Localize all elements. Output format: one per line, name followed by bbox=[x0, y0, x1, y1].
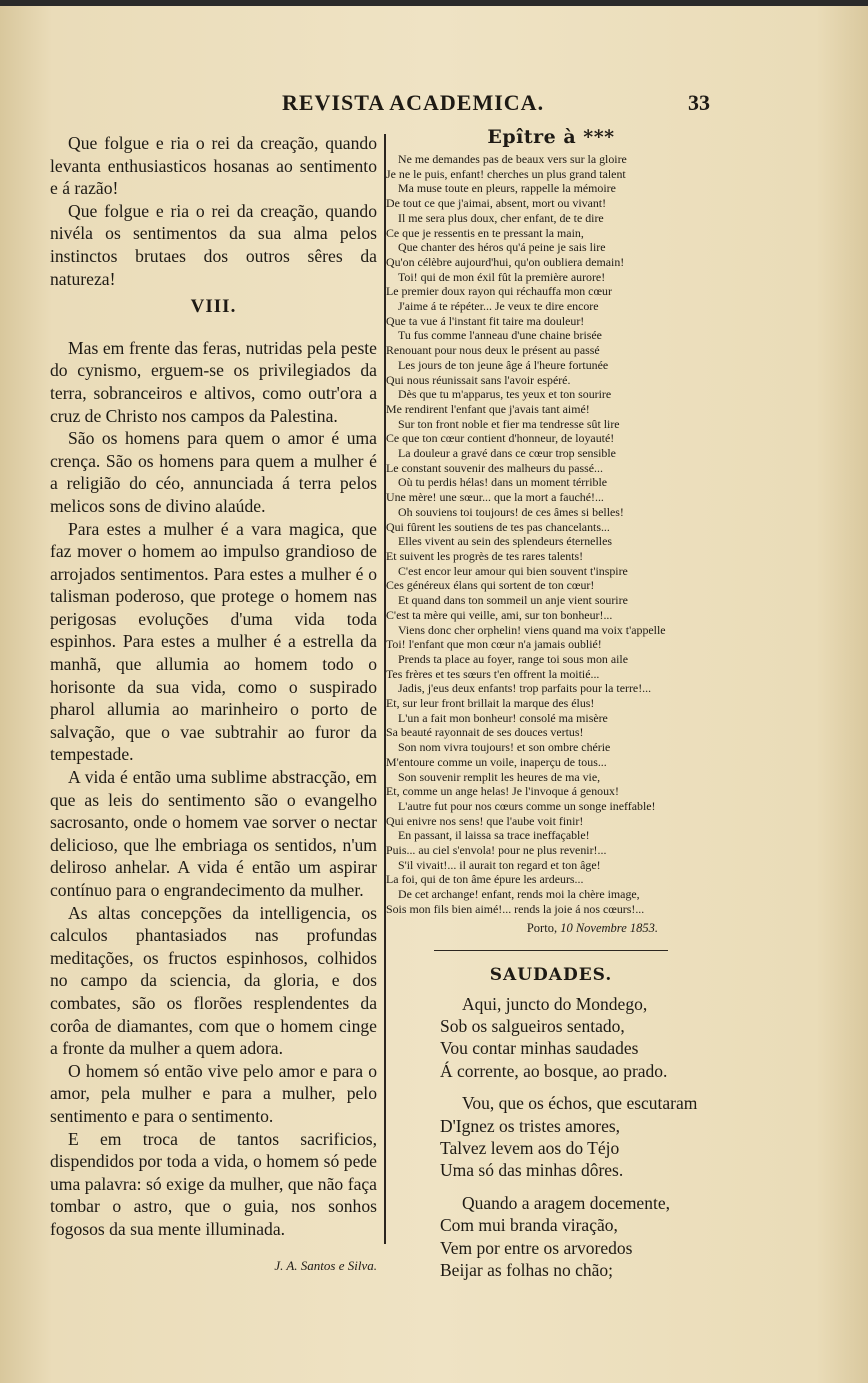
author-signature: J. A. Santos e Silva. bbox=[274, 1257, 377, 1273]
poem-line: Tu fus comme l'anneau d'une chaine brisée bbox=[398, 328, 602, 343]
poem-line: Ne me demandes pas de beaux vers sur la gloire bbox=[398, 152, 627, 166]
poem-line: Ma muse toute en pleurs, rappelle la mémoire bbox=[398, 181, 616, 196]
poem-line: En passant, il laissa sa trace ineffaçable! bbox=[398, 828, 590, 843]
article-paragraph: Para estes a mulher é a vara magica, que faz mover o homem ao impulso grandioso de arrojados sentimentos. Para estes a mulher é o talisman poderoso, que protege o homem nas perigosas evoluções d'uma vida toda espinhos. Para estes a mulher é a estrella da manhã, que allumia ao homem todo o horisonte da sua vida, como o suspirado pharol allumia ao marinheiro o porto de salvação, que o vae subtrahir ao furor da tempestade. bbox=[50, 518, 377, 765]
article-paragraph: São os homens para quem o amor é uma crença. São os homens para quem a mulher é a religião do céo, annunciada á terra pelos melicos sons de divino alaúde. bbox=[50, 428, 377, 516]
poem-line: J'aime á te répéter... Je veux te dire encore bbox=[398, 299, 599, 314]
stanza bbox=[386, 1092, 716, 1182]
stanza-line: Talvez levem aos do Téjo bbox=[440, 1138, 620, 1158]
stanza bbox=[386, 1192, 716, 1282]
french-poem bbox=[386, 152, 716, 917]
poem-line: Dès que tu m'apparus, tes yeux et ton sourire bbox=[398, 387, 612, 402]
poem-line: Oh souviens toi toujours! de ces âmes si belles! bbox=[398, 504, 624, 519]
poem-line: Prends ta place au foyer, range toi sous mon aile bbox=[398, 651, 628, 666]
poem-line: Tes frères et tes sœurs t'en offrent la moitié... bbox=[386, 666, 600, 681]
poem-line: Viens donc cher orphelin! viens quand ma voix t'appelle bbox=[398, 622, 666, 637]
top-edge-binding bbox=[0, 0, 868, 6]
poem-line: Une mère! une sœur... que la mort a fauché!... bbox=[386, 490, 604, 505]
stanza-line: Á corrente, ao bosque, ao prado. bbox=[440, 1060, 668, 1081]
poem-line: Jadis, j'eus deux enfants! trop parfaits pour la terre!... bbox=[398, 681, 652, 696]
poem-line: Ces généreux élans qui sortent de ton cœur! bbox=[386, 578, 595, 593]
page-header bbox=[0, 90, 868, 120]
poem-title: Epître à *** bbox=[487, 126, 615, 148]
poem-line: Que ta vue á l'instant fit taire ma douleur! bbox=[386, 313, 585, 328]
poem-line: C'est ta mère qui veille, ami, sur ton bonheur!... bbox=[386, 607, 613, 622]
article-paragraph: Mas em frente das feras, nutridas pela peste do cynismo, erguem-se os privilegiados da terra, sobranceiros e altivos, como outr'ora a cruz de Christo nos campos da Palestina. bbox=[50, 337, 377, 426]
article-paragraph: Que folgue e ria o rei da creação, quando levanta enthusiasticos hosanas ao sentimento e á razão! bbox=[50, 133, 377, 199]
section-heading: VIII. bbox=[190, 296, 237, 318]
poem-line: C'est encor leur amour qui bien souvent t'inspire bbox=[398, 563, 628, 578]
article-paragraph: O homem só então vive pelo amor e para o amor, pela mulher e para a mulher, pelo sentimento e para o sentimento. bbox=[50, 1060, 377, 1126]
poem-line: Où tu perdis hélas! dans un moment térrible bbox=[398, 475, 608, 490]
poem-line: M'entoure comme un voile, inaperçu de tous... bbox=[386, 754, 607, 769]
saudades-title: SAUDADES. bbox=[489, 964, 613, 985]
poem-line: Le constant souvenir des malheurs du passé... bbox=[386, 460, 603, 475]
dateline-date: 10 Novembre 1853. bbox=[560, 920, 658, 935]
poem-line: L'un a fait mon bonheur! consolé ma misère bbox=[398, 710, 608, 725]
article-paragraph: A vida é então uma sublime abstracção, em que as leis do sentimento são o evangelho sacrosanto, onde o homem vae sorver o nectar delicioso, que lhe embriaga os sentidos, n'um deliroso anhelar. A vida é então um aspirar contínuo para o engrandecimento da mulher. bbox=[50, 767, 377, 900]
poem-line: Qui fûrent les soutiens de tes pas chancelants... bbox=[386, 519, 610, 534]
stanza-line: Vou, que os échos, que escutaram bbox=[462, 1093, 698, 1114]
poem-line: Ce que je ressentis en te pressant la main, bbox=[386, 225, 584, 240]
dateline-place: Porto, bbox=[526, 920, 558, 935]
stanza-line: Uma só das minhas dôres. bbox=[440, 1160, 624, 1181]
poem-line: Qui nous réunissait sans l'avoir espéré. bbox=[386, 372, 571, 387]
poem-line: Et, comme un ange helas! Je l'invoque á genoux! bbox=[386, 784, 619, 799]
poem-line: L'autre fut pour nos cœurs comme un songe ineffable! bbox=[398, 798, 656, 813]
poem-line: La douleur a gravé dans ce cœur trop sensible bbox=[398, 446, 616, 461]
poem-line: Il me sera plus doux, cher enfant, de te dire bbox=[398, 210, 604, 225]
stanza-line: Quando a aragem docemente, bbox=[462, 1192, 670, 1213]
article-paragraph: Que folgue e ria o rei da creação, quando nivéla os sentimentos da sua alma pelos instinctos brutaes dos outros sêres da natureza! bbox=[50, 200, 377, 289]
section-separator bbox=[434, 950, 668, 951]
poem-line: Sois mon fils bien aimé!... rends la joie á nos cœurs!... bbox=[386, 901, 645, 916]
poem-line: Son souvenir remplit les heures de ma vie, bbox=[398, 769, 601, 784]
poem-line: Son nom vivra toujours! et son ombre chérie bbox=[398, 740, 611, 755]
saudades-poem bbox=[386, 993, 716, 1282]
poem-line: Ce que ton cœur contient d'honneur, de loyauté! bbox=[386, 431, 615, 446]
poem-line: Me rendirent l'enfant que j'avais tant aimé! bbox=[386, 401, 590, 416]
stanza-line: Vou contar minhas saudades bbox=[440, 1038, 639, 1059]
poem-line: Toi! l'enfant que mon cœur n'a jamais oublié! bbox=[386, 637, 602, 652]
article-paragraph: E em troca de tantos sacrificios, dispendidos por toda a vida, o homem só pede uma palavra: só exige da mulher, que não faça tombar o astro, que o guia, nos sonhos fogosos da sua mente illuminada. bbox=[50, 1128, 377, 1239]
article-paragraph: As altas concepções da intelligencia, os calculos phantasiados nas profundas meditações, os fructos espinhosos, colhidos no campo da sciencia, da gloria, e dos combates, são os florões resplendentes da corôa de diamantes, com que o homem cinge a fronte da mulher a quem adora. bbox=[50, 902, 377, 1059]
poem-line: Je ne le puis, enfant! cherches un plus grand talent bbox=[386, 166, 626, 181]
poem-line: De tout ce que j'aimai, absent, mort ou vivant! bbox=[386, 196, 607, 211]
stanza-line: Vem por entre os arvoredos bbox=[440, 1237, 633, 1258]
stanza-line: Beijar as folhas no chão; bbox=[440, 1260, 614, 1281]
page-number: 33 bbox=[688, 90, 710, 115]
running-title: REVISTA ACADEMICA. bbox=[282, 90, 545, 115]
poem-dateline bbox=[386, 921, 716, 936]
poem-line: La foi, qui de ton âme épure les ardeurs... bbox=[386, 872, 584, 887]
poem-line: Elles vivent au sein des splendeurs éternelles bbox=[398, 534, 612, 549]
stanza-line: Sob os salgueiros sentado, bbox=[440, 1015, 625, 1036]
poem-line: Renouant pour nous deux le présent au passé bbox=[386, 343, 600, 358]
right-column-poems bbox=[386, 126, 716, 1291]
poem-line: Toi! qui de mon éxil fût la première aurore! bbox=[398, 269, 606, 284]
poem-line: Le premier doux rayon qui réchauffa mon cœur bbox=[386, 284, 612, 299]
stanza-line: Com mui branda viração, bbox=[440, 1215, 618, 1236]
stanza-line: Aqui, juncto do Mondego, bbox=[462, 993, 648, 1014]
poem-line: De cet archange! enfant, rends moi la chère image, bbox=[398, 887, 640, 902]
poem-line: Et, sur leur front brillait la marque des élus! bbox=[386, 696, 595, 711]
poem-line: Et suivent les progrès de tes rares talents! bbox=[386, 548, 584, 563]
poem-line: Puis... au ciel s'envola! pour ne plus revenir!... bbox=[386, 843, 607, 858]
poem-line: S'il vivait!... il aurait ton regard et ton âge! bbox=[398, 857, 601, 872]
poem-line: Qu'on célèbre aujourd'hui, qu'on oubliera demain! bbox=[386, 254, 625, 269]
stanza bbox=[386, 993, 716, 1083]
poem-line: Les jours de ton jeune âge á l'heure fortunée bbox=[398, 357, 609, 372]
poem-line: Et quand dans ton sommeil un anje vient sourire bbox=[398, 593, 628, 608]
poem-line: Que chanter des héros qu'á peine je sais lire bbox=[398, 240, 606, 255]
left-column-article bbox=[50, 132, 377, 1277]
stanza-line: D'Ignez os tristes amores, bbox=[440, 1115, 621, 1136]
poem-line: Sa beauté rayonnait de ses douces vertus! bbox=[386, 725, 584, 740]
poem-line: Sur ton front noble et fier ma tendresse sût lire bbox=[398, 416, 620, 431]
poem-line: Qui enivre nos sens! que l'aube voit finir! bbox=[386, 813, 584, 828]
